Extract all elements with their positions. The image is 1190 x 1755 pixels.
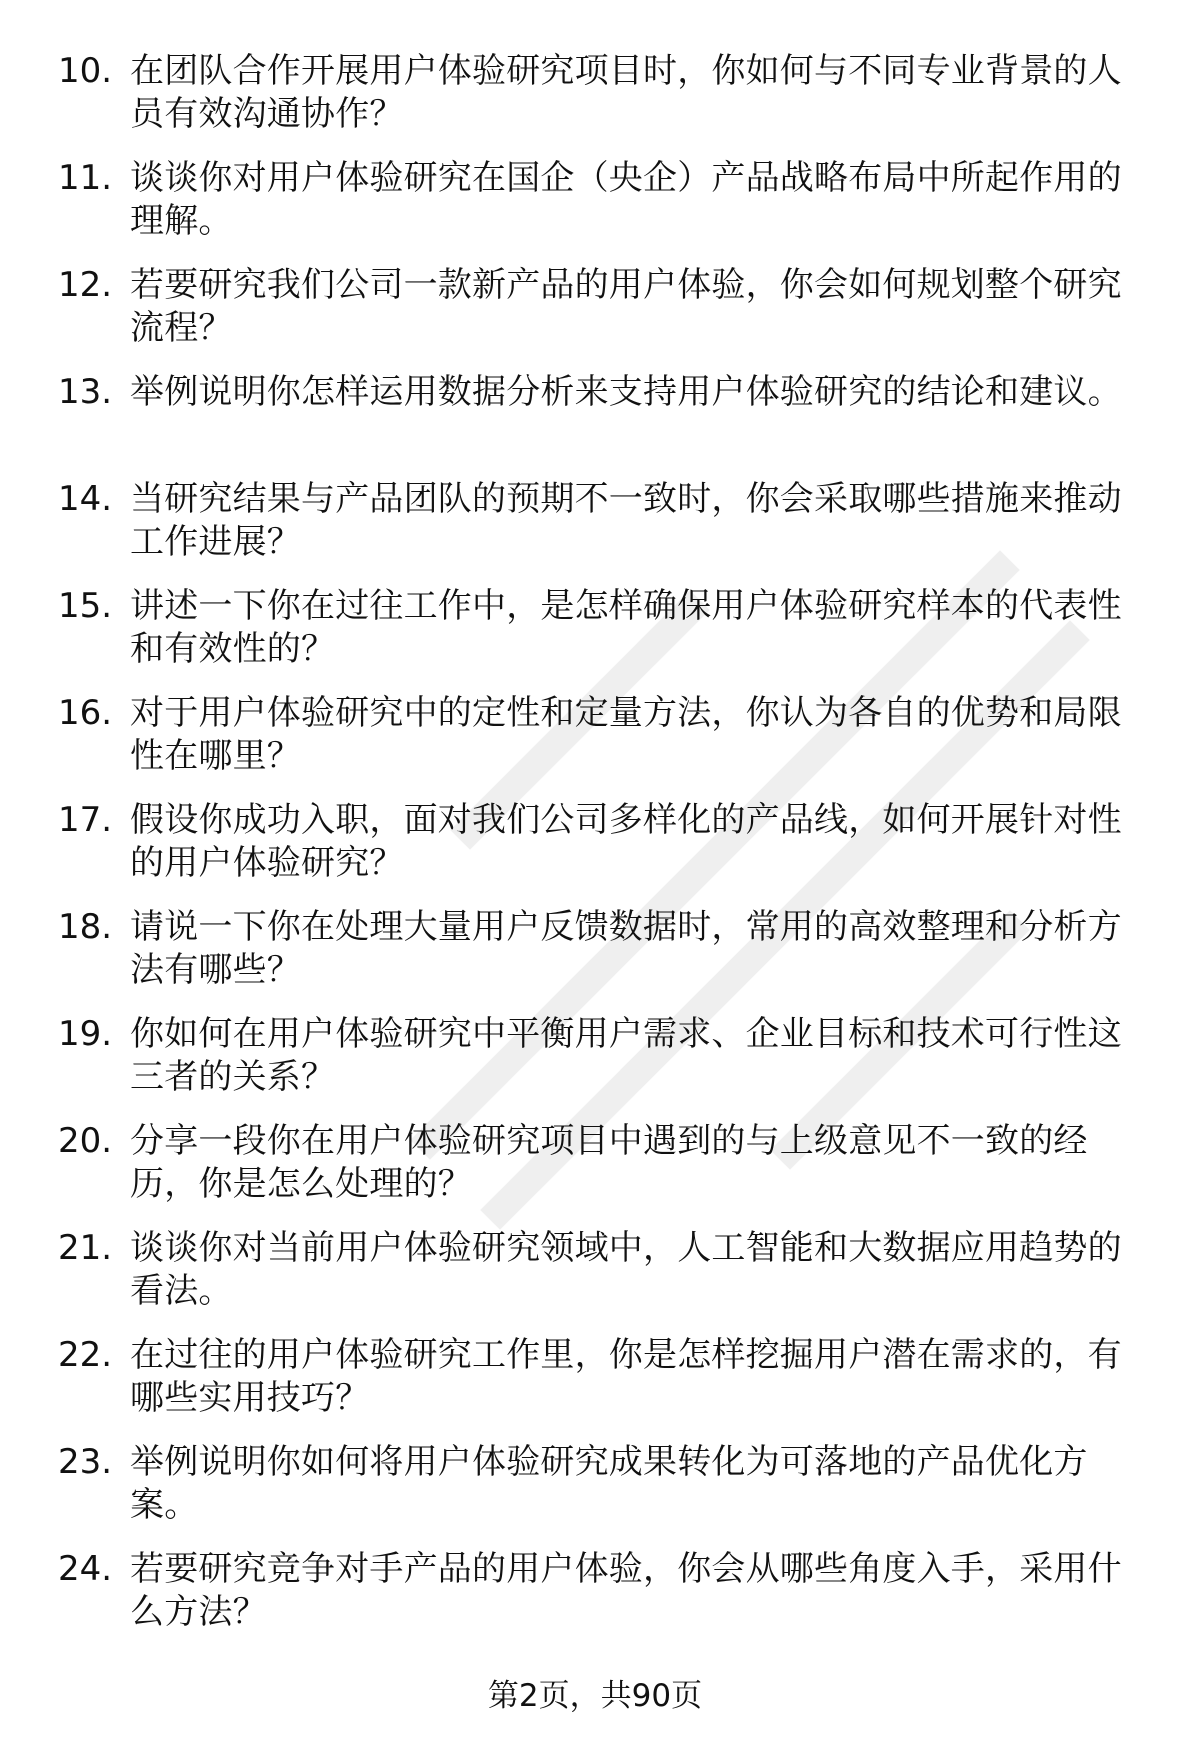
question-number: 10. [58, 51, 113, 91]
question-text: 假设你成功入职，面对我们公司多样化的产品线，如何开展针对性的用户体验研究？ [130, 800, 1122, 883]
question-text: 你如何在用户体验研究中平衡用户需求、企业目标和技术可行性这三者的关系？ [130, 1014, 1122, 1097]
question-item-16 [58, 692, 1148, 778]
question-number: 15. [58, 586, 113, 626]
question-number: 21. [58, 1228, 113, 1268]
question-item-19 [58, 1013, 1148, 1099]
question-text: 讲述一下你在过往工作中，是怎样确保用户体验研究样本的代表性和有效性的？ [130, 586, 1122, 669]
question-item-18 [58, 906, 1148, 992]
question-item-24 [58, 1548, 1148, 1634]
question-number: 12. [58, 265, 113, 305]
question-item-22 [58, 1334, 1148, 1420]
question-item-15 [58, 585, 1148, 671]
question-text: 请说一下你在处理大量用户反馈数据时，常用的高效整理和分析方法有哪些？ [130, 907, 1122, 990]
question-number: 18. [58, 907, 113, 947]
question-list [58, 50, 1148, 1655]
question-item-12 [58, 264, 1148, 350]
page-number-footer: 第2页，共90页 [487, 1678, 703, 1714]
question-text: 举例说明你如何将用户体验研究成果转化为可落地的产品优化方案。 [130, 1442, 1088, 1525]
question-text: 举例说明你怎样运用数据分析来支持用户体验研究的结论和建议。 [130, 372, 1122, 412]
question-number: 19. [58, 1014, 113, 1054]
question-item-10 [58, 50, 1148, 136]
question-item-21 [58, 1227, 1148, 1313]
question-number: 14. [58, 479, 113, 519]
question-text: 当研究结果与产品团队的预期不一致时，你会采取哪些措施来推动工作进展？ [130, 479, 1122, 562]
question-text: 谈谈你对用户体验研究在国企（央企）产品战略布局中所起作用的理解。 [130, 158, 1122, 241]
question-text: 在团队合作开展用户体验研究项目时，你如何与不同专业背景的人员有效沟通协作？ [130, 51, 1122, 134]
question-item-11 [58, 157, 1148, 243]
question-item-14 [58, 478, 1148, 564]
question-number: 24. [58, 1549, 113, 1589]
question-number: 16. [58, 693, 113, 733]
question-text: 对于用户体验研究中的定性和定量方法，你认为各自的优势和局限性在哪里？ [130, 693, 1122, 776]
question-item-17 [58, 799, 1148, 885]
question-number: 13. [58, 372, 113, 412]
question-number: 23. [58, 1442, 113, 1482]
question-text: 若要研究我们公司一款新产品的用户体验，你会如何规划整个研究流程？ [130, 265, 1122, 348]
question-item-13 [58, 371, 1148, 457]
question-text: 谈谈你对当前用户体验研究领域中，人工智能和大数据应用趋势的看法。 [130, 1228, 1122, 1311]
question-text: 若要研究竞争对手产品的用户体验，你会从哪些角度入手，采用什么方法？ [130, 1549, 1122, 1632]
question-item-20 [58, 1120, 1148, 1206]
question-number: 11. [58, 158, 113, 198]
question-text: 在过往的用户体验研究工作里，你是怎样挖掘用户潜在需求的，有哪些实用技巧？ [130, 1335, 1122, 1418]
question-number: 17. [58, 800, 113, 840]
question-number: 22. [58, 1335, 113, 1375]
question-number: 20. [58, 1121, 113, 1161]
question-text: 分享一段你在用户体验研究项目中遇到的与上级意见不一致的经历，你是怎么处理的？ [130, 1121, 1088, 1204]
question-item-23 [58, 1441, 1148, 1527]
